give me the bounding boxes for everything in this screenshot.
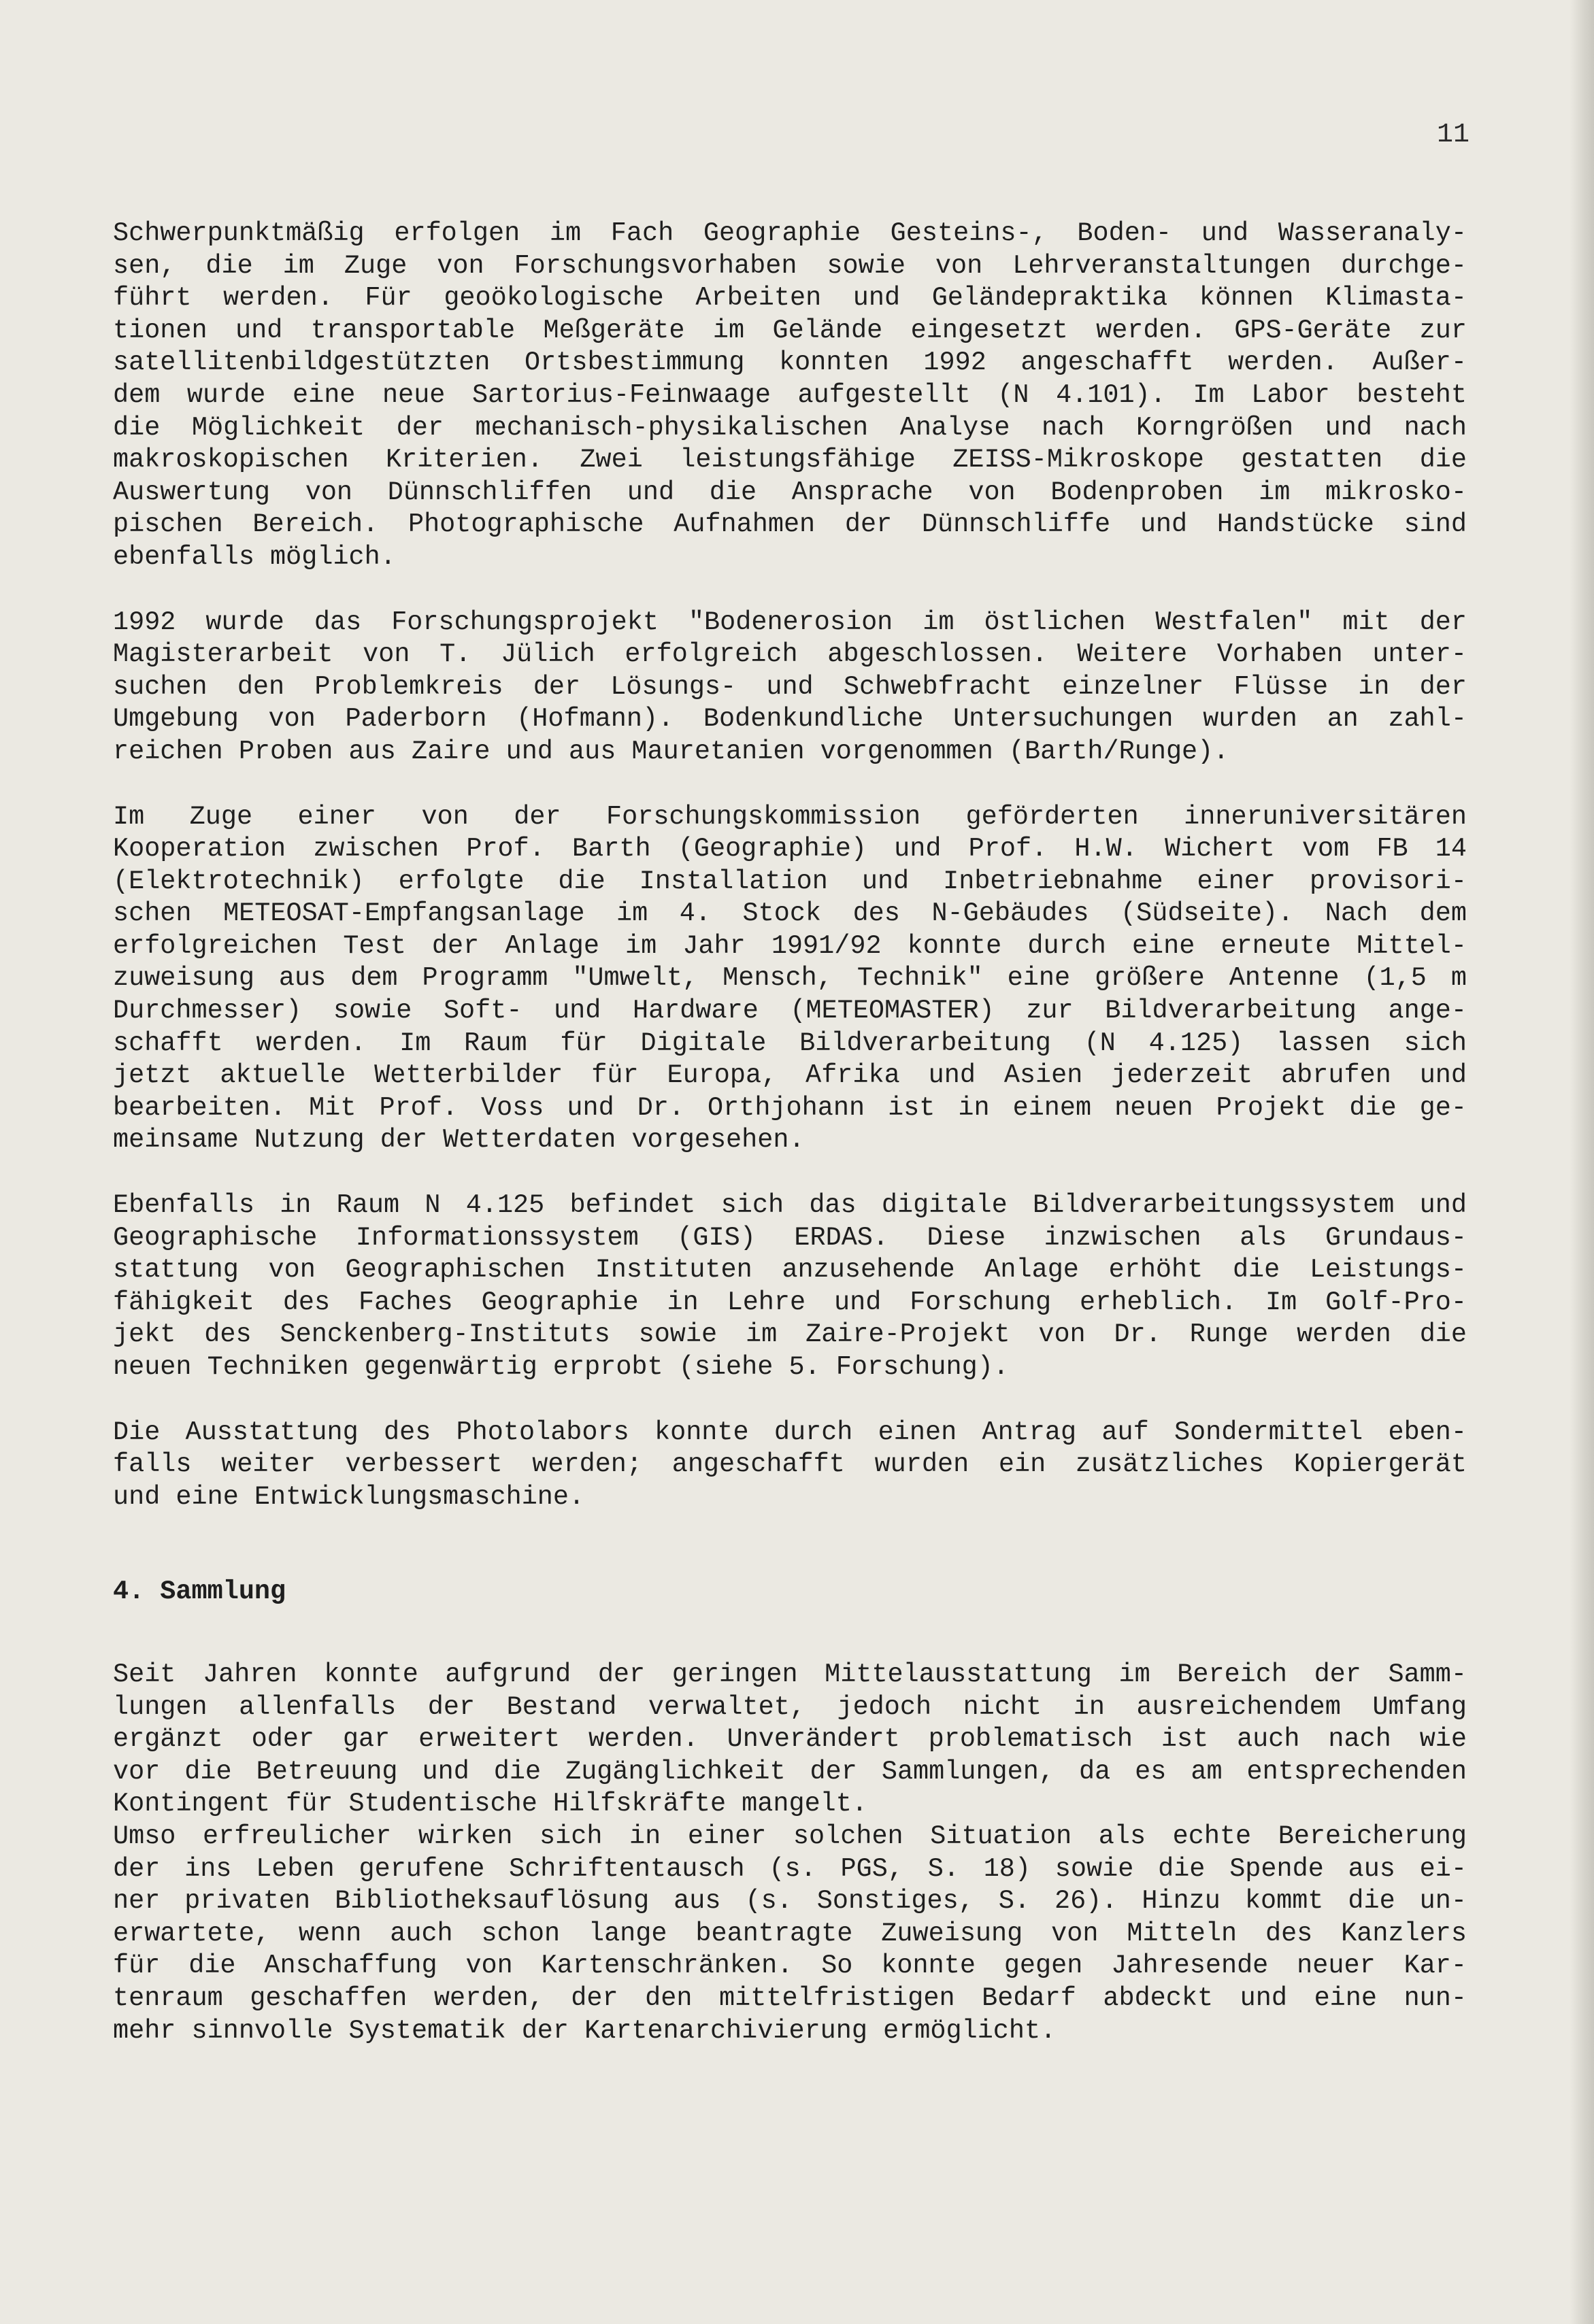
text-line: fähigkeit des Faches Geographie in Lehre und Forschung erheblich. Im Golf-Pro-	[113, 1287, 1467, 1317]
section-paragraphs	[113, 1659, 1467, 2047]
text-line: jetzt aktuelle Wetterbilder für Europa, Afrika und Asien jederzeit abrufen und	[113, 1060, 1467, 1091]
text-line: reichen Proben aus Zaire und aus Mauretanien vorgenommen (Barth/Runge).	[113, 736, 1229, 767]
text-line: erwartete, wenn auch schon lange beantragte Zuweisung von Mitteln des Kanzlers	[113, 1918, 1467, 1949]
text-line: ner privaten Bibliotheksauflösung aus (s. Sonstiges, S. 26). Hinzu kommt die un-	[113, 1886, 1467, 1917]
text-line: sen, die im Zuge von Forschungsvorhaben sowie von Lehrveranstaltungen durchge-	[113, 250, 1467, 281]
text-line: ebenfalls möglich.	[113, 541, 396, 572]
text-line: führt werden. Für geoökologische Arbeiten und Geländepraktika können Klimasta-	[113, 283, 1467, 314]
page-edge-shadow	[1570, 0, 1594, 2324]
text-line: dem wurde eine neue Sartorius-Feinwaage aufgestellt (N 4.101). Im Labor besteht	[113, 380, 1467, 410]
text-line: bearbeiten. Mit Prof. Voss und Dr. Orthjohann ist in einem neuen Projekt die ge-	[113, 1092, 1467, 1123]
text-line: lungen allenfalls der Bestand verwaltet, jedoch nicht in ausreichendem Umfang	[113, 1691, 1467, 1722]
text-line: zuweisung aus dem Programm "Umwelt, Mensch, Technik" eine größere Antenne (1,5 m	[113, 963, 1467, 994]
text-line: Umso erfreulicher wirken sich in einer solchen Situation als echte Bereicherung	[113, 1821, 1467, 1851]
text-line: für die Anschaffung von Kartenschränken. So konnte gegen Jahresende neuer Kar-	[113, 1951, 1467, 1981]
text-line: 1992 wurde das Forschungsprojekt "Bodenerosion im östlichen Westfalen" mit der	[113, 607, 1467, 637]
page-content	[113, 218, 1467, 2047]
text-line: Durchmesser) sowie Soft- und Hardware (METEOMASTER) zur Bildverarbeitung ange-	[113, 996, 1467, 1026]
text-line: Magisterarbeit von T. Jülich erfolgreich abgeschlossen. Weitere Vorhaben unter-	[113, 639, 1467, 670]
paragraph	[113, 1821, 1467, 2047]
text-line: (Elektrotechnik) erfolgte die Installation und Inbetriebnahme einer provisori-	[113, 866, 1467, 896]
text-line: Auswertung von Dünnschliffen und die Ansprache von Bodenproben im mikrosko-	[113, 477, 1467, 507]
text-line: schen METEOSAT-Empfangsanlage im 4. Stock des N-Gebäudes (Südseite). Nach dem	[113, 898, 1467, 929]
text-line: erfolgreichen Test der Anlage im Jahr 1991/92 konnte durch eine erneute Mittel-	[113, 930, 1467, 961]
text-line: satellitenbildgestützten Ortsbestimmung konnten 1992 angeschafft werden. Außer-	[113, 348, 1467, 378]
text-line: pischen Bereich. Photographische Aufnahmen der Dünnschliffe und Handstücke sind	[113, 509, 1467, 540]
paragraph	[113, 218, 1467, 574]
text-line: falls weiter verbessert werden; angeschafft wurden ein zusätzliches Kopiergerät	[113, 1449, 1467, 1480]
text-line: die Möglichkeit der mechanisch-physikalischen Analyse nach Korngrößen und nach	[113, 412, 1467, 443]
text-line: Ebenfalls in Raum N 4.125 befindet sich das digitale Bildverarbeitungssystem und	[113, 1190, 1467, 1221]
text-line: jekt des Senckenberg-Instituts sowie im Zaire-Projekt von Dr. Runge werden die	[113, 1319, 1467, 1350]
paragraph	[113, 1417, 1467, 1514]
text-line: meinsame Nutzung der Wetterdaten vorgesehen.	[113, 1125, 805, 1156]
text-line: ergänzt oder gar erweitert werden. Unverändert problematisch ist auch nach wie	[113, 1724, 1467, 1755]
text-line: vor die Betreuung und die Zugänglichkeit der Sammlungen, da es am entsprechenden	[113, 1756, 1467, 1787]
text-line: Kooperation zwischen Prof. Barth (Geographie) und Prof. H.W. Wichert vom FB 14	[113, 834, 1467, 864]
text-line: Die Ausstattung des Photolabors konnte durch einen Antrag auf Sondermittel eben-	[113, 1417, 1467, 1447]
main-paragraphs	[113, 218, 1467, 1513]
text-line: Im Zuge einer von der Forschungskommission geförderten inneruniversitären	[113, 801, 1467, 832]
text-line: makroskopischen Kriterien. Zwei leistungsfähige ZEISS-Mikroskope gestatten die	[113, 445, 1467, 475]
paragraph	[113, 1659, 1467, 1821]
text-line: Umgebung von Paderborn (Hofmann). Bodenkundliche Untersuchungen wurden an zahl-	[113, 704, 1467, 735]
paragraph	[113, 1190, 1467, 1384]
section-heading: 4. Sammlung	[113, 1577, 286, 1607]
paragraph	[113, 607, 1467, 769]
text-line: stattung von Geographischen Instituten anzusehende Anlage erhöht die Leistungs-	[113, 1255, 1467, 1285]
text-line: tenraum geschaffen werden, der den mittelfristigen Bedarf abdeckt und eine nun-	[113, 1983, 1467, 2013]
text-line: neuen Techniken gegenwärtig erprobt (siehe 5. Forschung).	[113, 1352, 1009, 1382]
text-line: und eine Entwicklungsmaschine.	[113, 1481, 585, 1512]
text-line: der ins Leben gerufene Schriftentausch (s. PGS, S. 18) sowie die Spende aus ei-	[113, 1853, 1467, 1884]
paragraph	[113, 801, 1467, 1158]
text-line: schafft werden. Im Raum für Digitale Bildverarbeitung (N 4.125) lassen sich	[113, 1028, 1467, 1058]
text-line: Kontingent für Studentische Hilfskräfte mangelt.	[113, 1789, 867, 1819]
text-line: mehr sinnvolle Systematik der Kartenarchivierung ermöglicht.	[113, 2015, 1057, 2046]
text-line: Geographische Informationssystem (GIS) ERDAS. Diese inzwischen als Grundaus-	[113, 1222, 1467, 1253]
page-number: 11	[1436, 120, 1470, 150]
text-line: Schwerpunktmäßig erfolgen im Fach Geographie Gesteins-, Boden- und Wasseranaly-	[113, 218, 1467, 248]
text-line: Seit Jahren konnte aufgrund der geringen Mittelausstattung im Bereich der Samm-	[113, 1659, 1467, 1689]
text-line: suchen den Problemkreis der Lösungs- und Schwebfracht einzelner Flüsse in der	[113, 671, 1467, 702]
text-line: tionen und transportable Meßgeräte im Gelände eingesetzt werden. GPS-Geräte zur	[113, 315, 1467, 346]
